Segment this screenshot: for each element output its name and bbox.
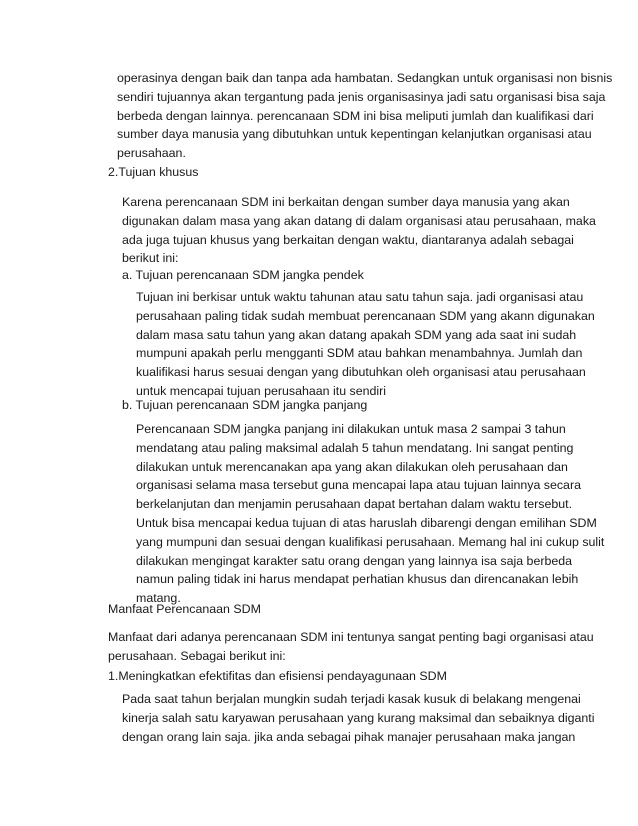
text-line: operasinya dengan baik dan tanpa ada hambatan. Sedangkan untuk organisasi non bisnis xyxy=(117,71,613,85)
heading-jangka-panjang: b. Tujuan perencanaan SDM jangka panjang xyxy=(122,398,368,412)
text-line: perusahaan. xyxy=(117,146,186,161)
text-line: dilakukan untuk merencanakan apa yang akan dilakukan oleh perusahaan dan xyxy=(136,459,568,474)
text-line: dilakukan mengingat karakter satu orang dengan yang lainnya isa saja berbeda xyxy=(136,553,573,568)
text-line: kualifikasi harus sesuai dengan yang dibutuhkan oleh organisasi atau perusahaan xyxy=(136,365,586,380)
text-line: berkelanjutan dan menjamin perusahaan dapat bertahan dalam waktu tersebut. xyxy=(136,497,573,512)
text-line: perusahaan. Sebagai berikut ini: xyxy=(108,648,286,663)
text-line: berikut ini: xyxy=(122,251,179,266)
heading-manfaat: Manfaat Perencanaan SDM xyxy=(108,602,261,616)
text-line: dalam masa satu tahun yang akan datang apakah SDM yang ada saat ini sudah xyxy=(136,327,577,342)
heading-tujuan-khusus: 2.Tujuan khusus xyxy=(108,165,199,179)
text-line: sendiri tujuannya akan tergantung pada jenis organisasinya jadi satu organisasi bisa saja xyxy=(117,89,606,104)
text-line: dengan orang lain saja. jika anda sebagai pihak manajer perusahaan maka jangan xyxy=(122,729,576,744)
text-line: berbeda dengan lainnya. perencanaan SDM ini bisa meliputi jumlah dan kualifikasi dari xyxy=(117,108,594,123)
text-line: namun paling tidak ini harus mendapat perhatian khusus dan direncanakan lebih xyxy=(136,572,579,587)
heading-efektifitas: 1.Meningkatkan efektifitas dan efisiensi pendayagunaan SDM xyxy=(108,669,447,683)
paragraph-intro-continued xyxy=(117,69,613,163)
text-line: Untuk bisa mencapai kedua tujuan di atas haruslah dibarengi dengan emilihan SDM xyxy=(136,516,597,530)
text-line: yang mumpuni dan sesuai dengan kualifikasi perusahaan. Memang hal ini cukup sulit xyxy=(136,534,605,549)
paragraph-manfaat xyxy=(108,628,594,666)
text-line: organisasi selama masa tersebut guna mencapai lapa atau tujuan lainnya secara xyxy=(136,478,581,493)
paragraph-tujuan-khusus xyxy=(122,193,596,268)
text-line: Pada saat tahun berjalan mungkin sudah terjadi kasak kusuk di belakang mengenai xyxy=(122,692,581,706)
text-line: mumpuni apakah perlu mengganti SDM atau bahkan menambahnya. Jumlah dan xyxy=(136,346,583,361)
text-line: digunakan dalam masa yang akan datang di dalam organisasi atau perusahaan, maka xyxy=(122,213,596,228)
text-line: untuk mencapai tujuan perusahaan itu sendiri xyxy=(136,383,387,398)
text-line: Manfaat dari adanya perencanaan SDM ini tentunya sangat penting bagi organisasi atau xyxy=(108,630,594,644)
text-line: sumber daya manusia yang dibutuhkan untuk kepentingan kelanjutkan organisasi atau xyxy=(117,127,592,142)
text-line: Tujuan ini berkisar untuk waktu tahunan atau satu tahun saja. jadi organisasi atau xyxy=(136,290,584,304)
text-line: matang. xyxy=(136,591,181,606)
paragraph-efektifitas xyxy=(122,690,595,746)
heading-jangka-pendek: a. Tujuan perencanaan SDM jangka pendek xyxy=(122,268,364,282)
text-line: Perencanaan SDM jangka panjang ini dilakukan untuk masa 2 sampai 3 tahun xyxy=(136,422,566,436)
text-line: ada juga tujuan khusus yang berkaitan dengan waktu, diantaranya adalah sebagai xyxy=(122,232,574,247)
text-line: kinerja salah satu karyawan perusahaan yang kurang maksimal dan sebaiknya diganti xyxy=(122,710,595,725)
paragraph-jangka-pendek xyxy=(136,288,595,401)
paragraph-jangka-panjang xyxy=(136,420,581,514)
text-line: perusahaan paling tidak sudah membuat perencanaan SDM yang akann digunakan xyxy=(136,308,595,323)
text-line: mendatang atau paling maksimal adalah 5 tahun mendatang. Ini sangat penting xyxy=(136,440,574,455)
text-line: Karena perencanaan SDM ini berkaitan dengan sumber daya manusia yang akan xyxy=(122,195,570,209)
paragraph-pemilihan-sdm xyxy=(136,514,605,608)
